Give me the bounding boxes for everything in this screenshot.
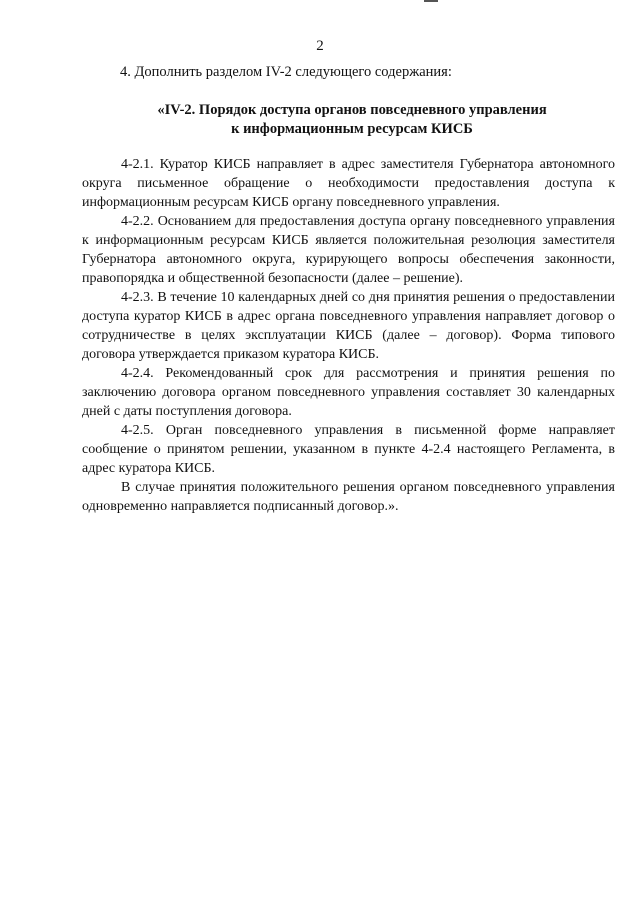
scan-edge-mark (424, 0, 438, 2)
paragraph-4-2-4: 4-2.4. Рекомендованный срок для рассмотрения и принятия решения по заключению договора органом повседневного управления составляет 30 календарных дней с даты поступления договора. (82, 366, 615, 419)
page-number: 2 (316, 38, 324, 54)
amendment-intro: 4. Дополнить разделом IV-2 следующего содержания: (120, 64, 452, 80)
section-heading-line-2: к информационным ресурсам КИСБ (231, 121, 473, 137)
paragraph-closing: В случае принятия положительного решения органом повседневного управления одновременно направляется подписанный договор.». (82, 480, 615, 514)
section-body (82, 155, 615, 516)
section-heading-line-1: «IV-2. Порядок доступа органов повседневного управления (157, 102, 547, 118)
paragraph-4-2-2: 4-2.2. Основанием для предоставления доступа органу повседневного управления к информационным ресурсам КИСБ является положительная резолюция заместителя Губернатора автономного округа, курирующего вопросы обеспечения законности, правопорядка и общественной безопасности (далее – решение). (82, 214, 615, 286)
section-heading (80, 101, 624, 139)
paragraph-4-2-1: 4-2.1. Куратор КИСБ направляет в адрес заместителя Губернатора автономного округа письменное обращение о необходимости предоставления доступа к информационным ресурсам КИСБ органу повседневного управления. (82, 157, 615, 210)
paragraph-4-2-5: 4-2.5. Орган повседневного управления в письменной форме направляет сообщение о принятом решении, указанном в пункте 4-2.4 настоящего Регламента, в адрес куратора КИСБ. (82, 423, 615, 476)
paragraph-4-2-3: 4-2.3. В течение 10 календарных дней со дня принятия решения о предоставлении доступа куратор КИСБ в адрес органа повседневного управления направляет договор о сотрудничестве в целях эксплуатации КИСБ (далее – договор). Форма типового договора утверждается приказом куратора КИСБ. (82, 290, 615, 362)
